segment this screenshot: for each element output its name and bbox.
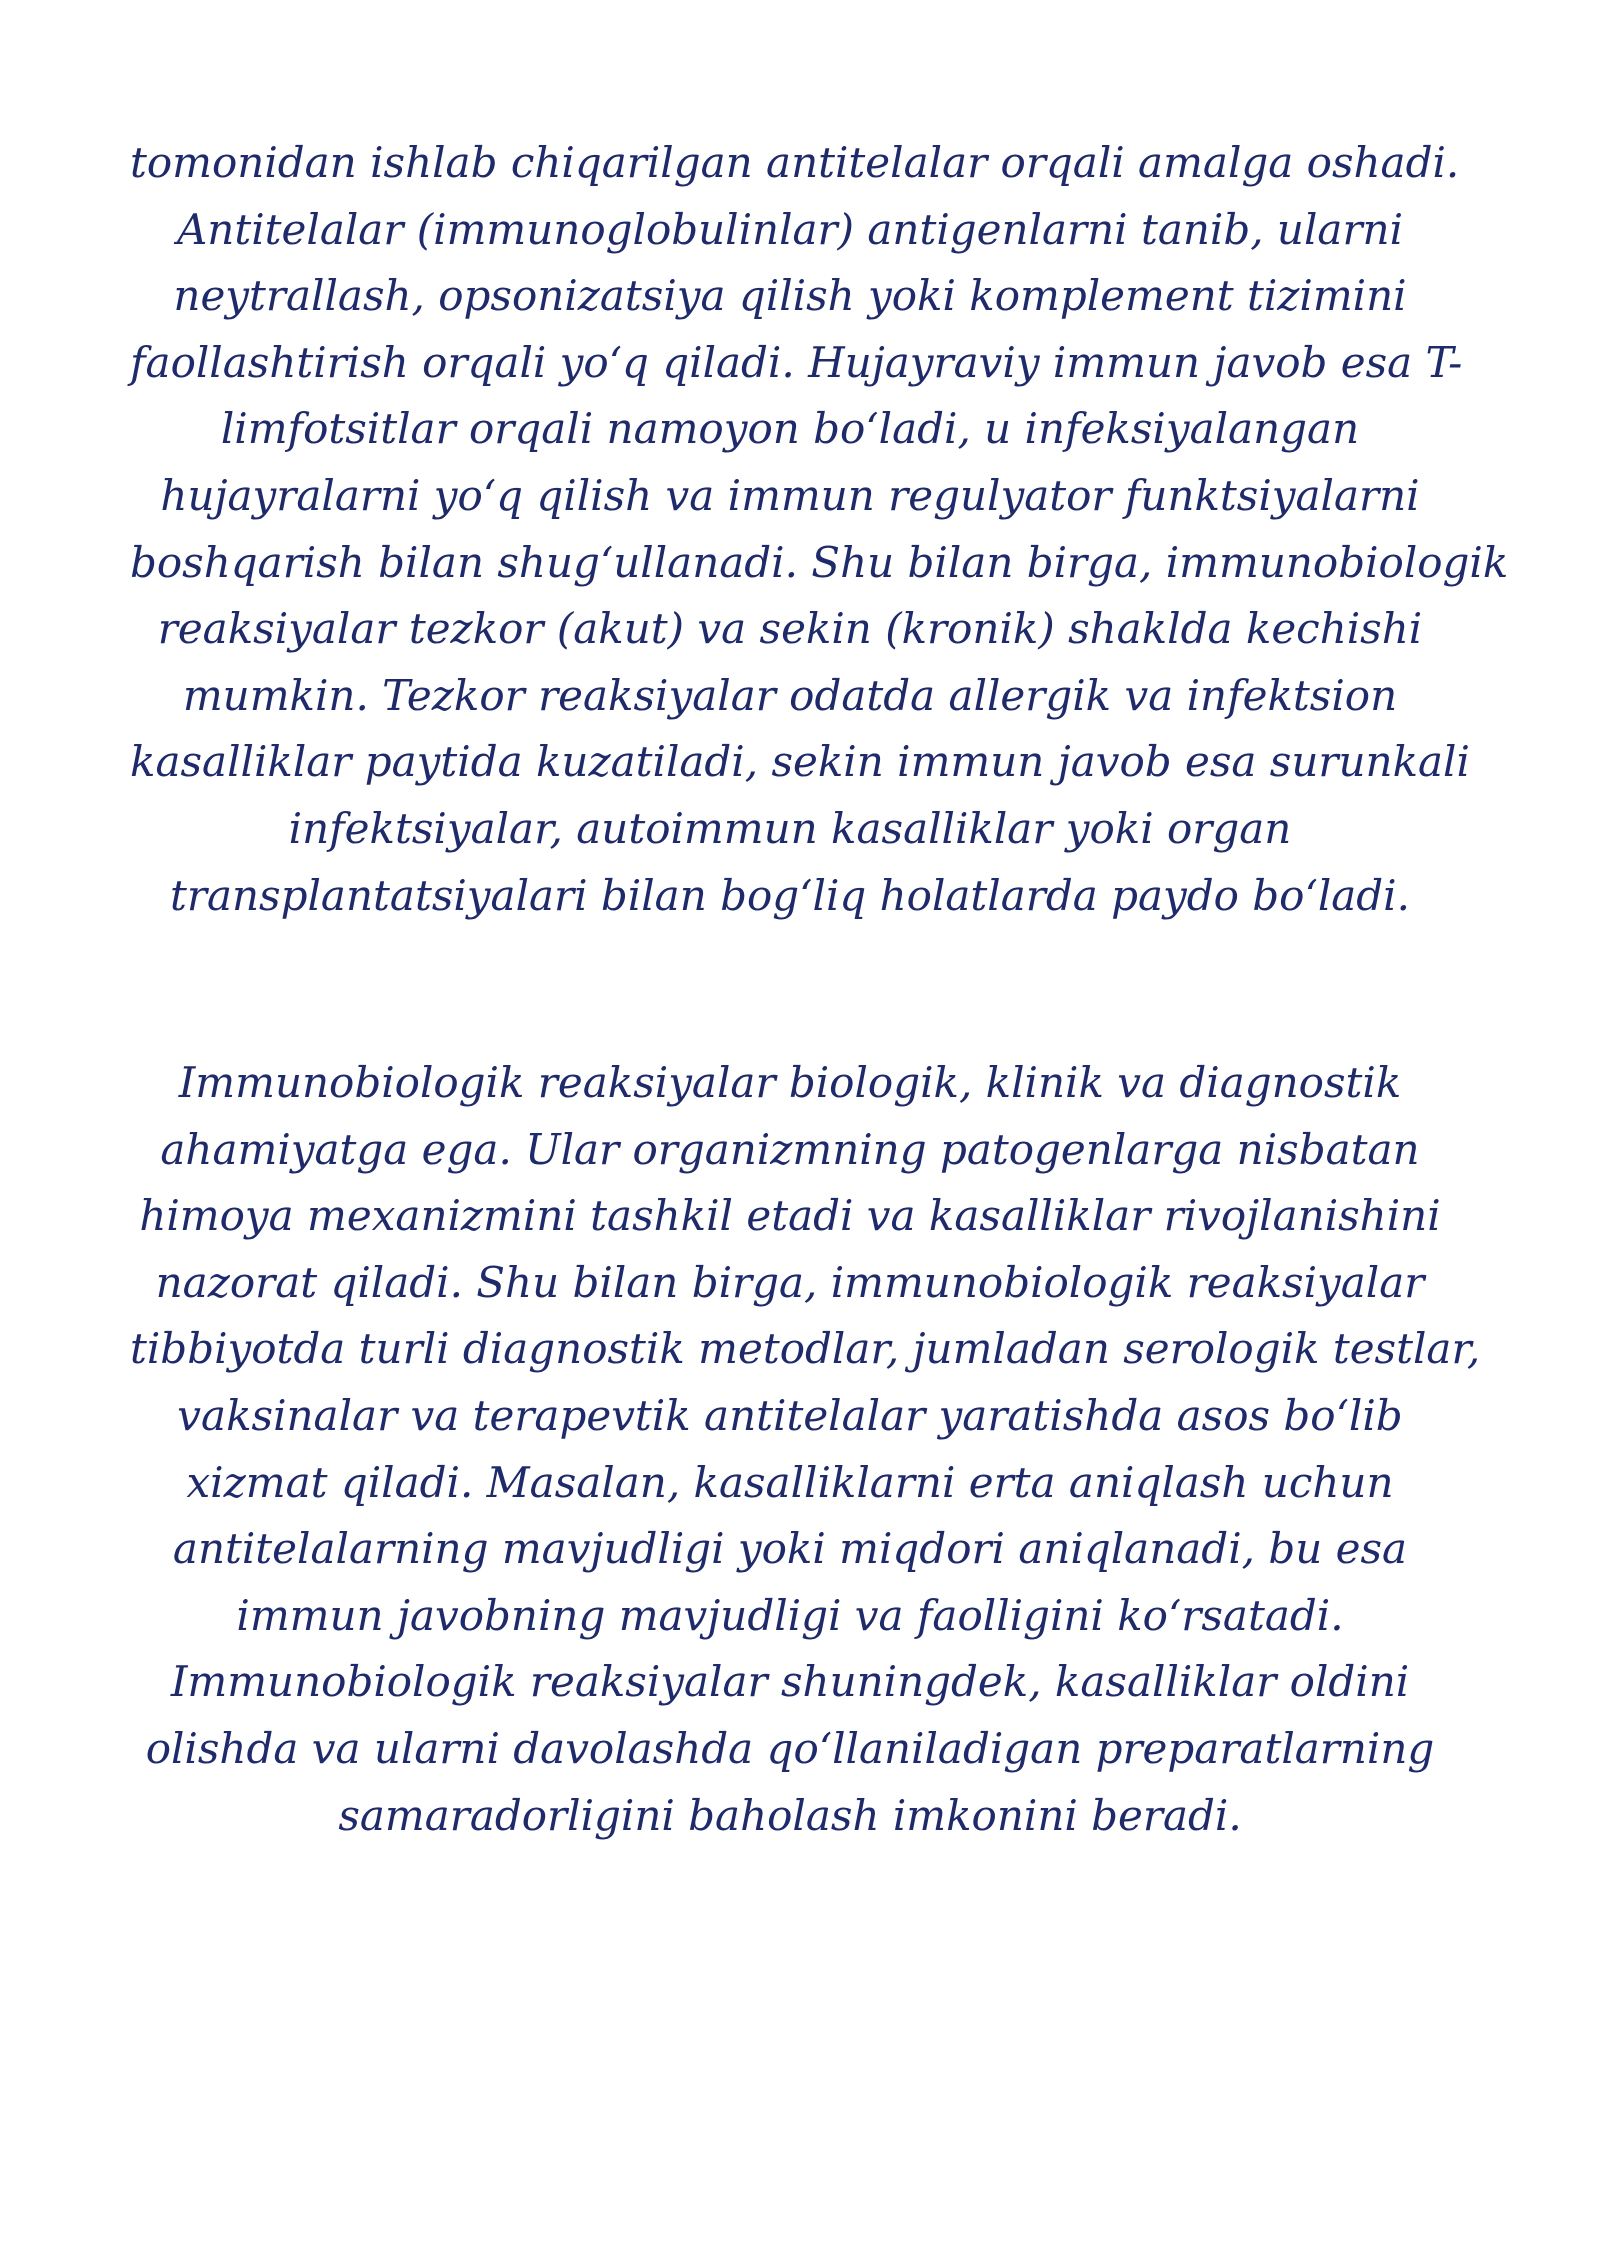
- text-line: antitelalarning mavjudligi yoki miqdori aniqlanadi, bu esa: [172, 1524, 1408, 1574]
- text-line: immun javobning mavjudligi va faolligini ko‘rsatadi.: [236, 1590, 1344, 1640]
- text-line: limfotsitlar orqali namoyon bo‘ladi, u infeksiyalangan: [220, 404, 1360, 454]
- paragraph-2: [130, 1050, 1481, 1849]
- text-line: vaksinalar va terapevtik antitelalar yaratishda asos bo‘lib: [177, 1390, 1403, 1440]
- text-line: samaradorligini baholash imkonini beradi.: [338, 1790, 1242, 1840]
- text-line: ahamiyatga ega. Ular organizmning patogenlarga nisbatan: [160, 1124, 1420, 1174]
- text-line: olishda va ularni davolashda qo‘llaniladigan preparatlarning: [145, 1723, 1435, 1773]
- text-line: Antitelalar (immunoglobulinlar) antigenlarni tanib, ularni: [176, 204, 1404, 254]
- text-line: reaksiyalar tezkor (akut) va sekin (kronik) shaklda kechishi: [157, 604, 1423, 654]
- text-line: Immunobiologik reaksiyalar shuningdek, kasalliklar oldini: [170, 1657, 1410, 1707]
- text-line: xizmat qiladi. Masalan, kasalliklarni erta aniqlash uchun: [186, 1457, 1394, 1507]
- text-line: neytrallash, opsonizatsiya qilish yoki komplement tizimini: [173, 271, 1407, 321]
- text-line: faollashtirish orqali yo‘q qiladi. Hujayraviy immun javob esa T-: [130, 337, 1463, 387]
- text-line: hujayralarni yo‘q qilish va immun regulyator funktsiyalarni: [160, 470, 1420, 520]
- text-line: tibbiyotda turli diagnostik metodlar, jumladan serologik testlar,: [130, 1324, 1481, 1374]
- text-line: boshqarish bilan shug‘ullanadi. Shu bilan birga, immunobiologik: [130, 537, 1509, 587]
- text-line: tomonidan ishlab chiqarilgan antitelalar orqali amalga oshadi.: [130, 138, 1460, 187]
- text-line: transplantatsiyalari bilan bog‘liq holatlarda paydo bo‘ladi.: [170, 870, 1410, 920]
- text-line: infektsiyalar, autoimmun kasalliklar yoki organ: [288, 803, 1292, 853]
- text-line: mumkin. Tezkor reaksiyalar odatda allergik va infektsion: [182, 670, 1398, 720]
- text-line: nazorat qiladi. Shu bilan birga, immunobiologik reaksiyalar: [155, 1257, 1425, 1307]
- paragraph-1: [130, 130, 1509, 929]
- text-line: Immunobiologik reaksiyalar biologik, klinik va diagnostik: [178, 1058, 1402, 1107]
- text-line: himoya mexanizmini tashkil etadi va kasalliklar rivojlanishini: [139, 1191, 1441, 1241]
- text-line: kasalliklar paytida kuzatiladi, sekin immun javob esa surunkali: [130, 737, 1470, 787]
